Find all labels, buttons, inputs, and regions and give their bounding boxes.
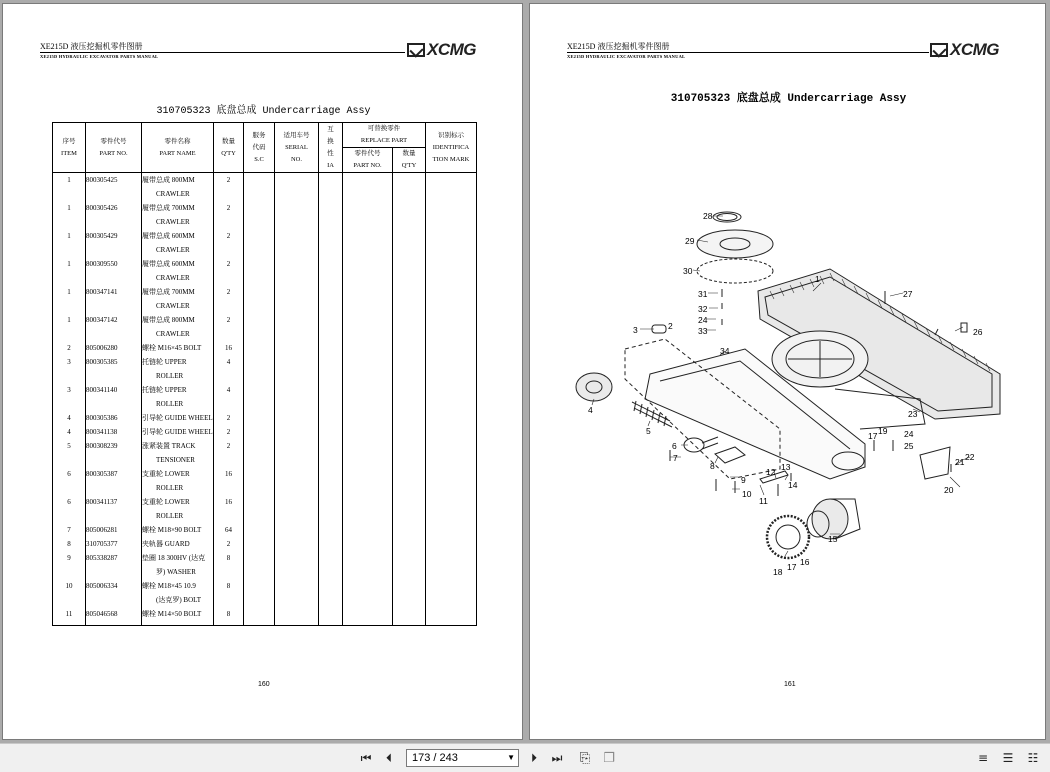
callout-20: 20 <box>944 485 954 495</box>
callout-12: 12 <box>766 467 776 477</box>
table-row <box>53 285 477 313</box>
cell-part-name: 履带总成 600MM CRAWLER <box>142 257 214 285</box>
col-qty: 数量 Q'TY <box>214 123 244 173</box>
cell-serial-no <box>275 341 319 355</box>
cell-interchangeability <box>319 537 343 551</box>
cell-interchangeability <box>319 201 343 229</box>
callout-1: 1 <box>815 274 820 284</box>
cell-part-name: 涨紧装置 TRACK TENSIONER <box>142 439 214 467</box>
cell-part-name: 螺栓 M18×90 BOLT <box>142 523 214 537</box>
callout-28: 28 <box>703 211 713 221</box>
callout-7: 7 <box>673 453 678 463</box>
cell-replace-part-no <box>343 467 393 495</box>
cell-replace-part-no <box>343 537 393 551</box>
undercarriage-exploded-diagram <box>530 199 1047 589</box>
cell-serial-no <box>275 201 319 229</box>
callout-2: 2 <box>668 321 673 331</box>
cell-identification-mark <box>426 537 477 551</box>
two-page-icon[interactable]: ❐ <box>603 750 615 766</box>
cell-part-name: 履带总成 600MM CRAWLER <box>142 229 214 257</box>
cell-replace-part-no <box>343 201 393 229</box>
cell-part-no: 800305425 <box>86 173 142 202</box>
table-row <box>53 341 477 355</box>
cell-part-name: 履带总成 800MM CRAWLER <box>142 173 214 202</box>
cell-item: 5 <box>53 439 86 467</box>
cell-serial-no <box>275 579 319 607</box>
table-row <box>53 467 477 495</box>
last-page-icon[interactable]: ⏭ <box>551 750 563 765</box>
cell-item: 3 <box>53 383 86 411</box>
table-row <box>53 411 477 425</box>
header-rule <box>40 52 405 53</box>
cell-item: 8 <box>53 537 86 551</box>
callout-15: 15 <box>828 534 838 544</box>
cell-item: 4 <box>53 425 86 439</box>
cell-replace-part-no <box>343 229 393 257</box>
first-page-icon[interactable]: ⏮ <box>360 750 372 765</box>
cell-item: 7 <box>53 523 86 537</box>
cell-part-name: 支重轮 LOWER ROLLER <box>142 495 214 523</box>
cell-part-no: 800347142 <box>86 313 142 341</box>
table-row <box>53 313 477 341</box>
cell-serial-no <box>275 607 319 626</box>
cell-interchangeability <box>319 173 343 202</box>
cell-qty: 2 <box>214 537 244 551</box>
chevron-down-icon: ▼ <box>507 753 515 762</box>
callout-22: 22 <box>965 452 975 462</box>
cell-item: 10 <box>53 579 86 607</box>
table-row <box>53 537 477 551</box>
cell-part-no: 800341138 <box>86 425 142 439</box>
cell-serial-no <box>275 411 319 425</box>
cell-item: 9 <box>53 551 86 579</box>
callout-19: 19 <box>878 426 888 436</box>
fit-page-icon[interactable]: ⎘ <box>579 750 591 766</box>
cell-part-no: 800309550 <box>86 257 142 285</box>
continuous-view-icon[interactable]: ☰ <box>1002 751 1014 765</box>
callout-32: 32 <box>698 304 708 314</box>
cell-service-code <box>244 467 275 495</box>
cell-qty: 16 <box>214 467 244 495</box>
table-row <box>53 355 477 383</box>
next-page-icon[interactable]: ⏵ <box>530 750 537 765</box>
col-service-code: 服务 代码 S.C <box>244 123 275 173</box>
cell-qty: 2 <box>214 229 244 257</box>
cell-part-name: 螺栓 M16×45 BOLT <box>142 341 214 355</box>
cell-part-no: 805046568 <box>86 607 142 626</box>
col-replace-part: 可替换零件 REPLACE PART <box>343 123 426 148</box>
cell-identification-mark <box>426 467 477 495</box>
cell-interchangeability <box>319 383 343 411</box>
callout-9: 9 <box>741 475 746 485</box>
callout-25: 25 <box>904 441 914 451</box>
cell-identification-mark <box>426 425 477 439</box>
cell-part-name: 夹轨器 GUARD <box>142 537 214 551</box>
col-part-name: 零件名称 PART NAME <box>142 123 214 173</box>
cell-replace-part-no <box>343 495 393 523</box>
left-page <box>2 3 523 740</box>
cell-qty: 4 <box>214 355 244 383</box>
cell-qty: 2 <box>214 425 244 439</box>
cell-replace-part-no <box>343 425 393 439</box>
cell-replace-qty <box>393 551 426 579</box>
cell-serial-no <box>275 495 319 523</box>
cell-part-no: 800347141 <box>86 285 142 313</box>
cell-replace-qty <box>393 313 426 341</box>
cell-item: 1 <box>53 173 86 202</box>
cell-service-code <box>244 341 275 355</box>
cell-part-no: 800341137 <box>86 495 142 523</box>
table-row <box>53 579 477 607</box>
cell-item: 2 <box>53 341 86 355</box>
cell-service-code <box>244 439 275 467</box>
cell-replace-part-no <box>343 285 393 313</box>
cell-qty: 16 <box>214 341 244 355</box>
callout-21: 21 <box>955 457 965 467</box>
cell-replace-qty <box>393 411 426 425</box>
cell-replace-part-no <box>343 313 393 341</box>
cell-part-no: 805006281 <box>86 523 142 537</box>
cell-qty: 2 <box>214 439 244 467</box>
cell-item: 1 <box>53 201 86 229</box>
cell-identification-mark <box>426 313 477 341</box>
callout-4: 4 <box>588 405 593 415</box>
cell-qty: 8 <box>214 551 244 579</box>
cell-identification-mark <box>426 355 477 383</box>
cell-replace-part-no <box>343 383 393 411</box>
cell-part-name: 螺栓 M18×45 10.9 (达克罗) BOLT <box>142 579 214 607</box>
cell-serial-no <box>275 537 319 551</box>
table-row <box>53 551 477 579</box>
cell-part-no: 800305429 <box>86 229 142 257</box>
col-interchangeability: 互 换 性 IA <box>319 123 343 173</box>
cell-interchangeability <box>319 257 343 285</box>
cell-replace-part-no <box>343 551 393 579</box>
cell-service-code <box>244 383 275 411</box>
callout-26: 26 <box>973 327 983 337</box>
table-row <box>53 201 477 229</box>
xcmg-logo-mark-icon <box>407 43 425 57</box>
cell-part-no: 805006334 <box>86 579 142 607</box>
cell-interchangeability <box>319 411 343 425</box>
cell-serial-no <box>275 173 319 202</box>
callout-6: 6 <box>672 441 677 451</box>
previous-page-icon[interactable]: ⏴ <box>385 750 392 765</box>
single-page-view-icon[interactable]: ≡ <box>977 751 989 765</box>
cell-part-no: 800305386 <box>86 411 142 425</box>
cell-serial-no <box>275 523 319 537</box>
cell-serial-no <box>275 425 319 439</box>
cell-replace-qty <box>393 355 426 383</box>
cell-interchangeability <box>319 285 343 313</box>
cell-part-name: 履带总成 700MM CRAWLER <box>142 285 214 313</box>
cell-interchangeability <box>319 607 343 626</box>
col-replace-qty: 数量 Q'TY <box>393 148 426 173</box>
cell-part-name: 垫圈 18 300HV (达克 罗) WASHER <box>142 551 214 579</box>
parts-table-body <box>53 173 477 626</box>
cell-replace-qty <box>393 425 426 439</box>
col-item: 序号 ITEM <box>53 123 86 173</box>
cell-identification-mark <box>426 607 477 626</box>
cell-interchangeability <box>319 495 343 523</box>
cell-item: 1 <box>53 229 86 257</box>
cell-interchangeability <box>319 551 343 579</box>
cell-part-no: 800305387 <box>86 467 142 495</box>
diagram-title: 310705323 底盘总成 Undercarriage Assy <box>670 93 907 105</box>
cell-service-code <box>244 285 275 313</box>
cell-service-code <box>244 229 275 257</box>
cell-replace-qty <box>393 341 426 355</box>
header-title-en: XE215D HYDRAULIC EXCAVATOR PARTS MANUAL <box>40 54 159 59</box>
cell-service-code <box>244 537 275 551</box>
cell-qty: 2 <box>214 411 244 425</box>
cell-service-code <box>244 607 275 626</box>
page-number-select[interactable] <box>406 749 519 767</box>
cell-service-code <box>244 551 275 579</box>
cell-part-name: 托链轮 UPPER ROLLER <box>142 383 214 411</box>
cell-part-name: 履带总成 800MM CRAWLER <box>142 313 214 341</box>
cell-qty: 2 <box>214 257 244 285</box>
cell-serial-no <box>275 257 319 285</box>
header-title-cn: XE215D 液压挖掘机零件图册 <box>567 42 670 51</box>
cell-interchangeability <box>319 579 343 607</box>
cell-serial-no <box>275 467 319 495</box>
cell-identification-mark <box>426 551 477 579</box>
cell-identification-mark <box>426 341 477 355</box>
cell-item: 11 <box>53 607 86 626</box>
cell-replace-qty <box>393 383 426 411</box>
cell-qty: 16 <box>214 495 244 523</box>
header-title-cn: XE215D 液压挖掘机零件图册 <box>40 42 143 51</box>
cell-identification-mark <box>426 411 477 425</box>
cell-part-name: 引导轮 GUIDE WHEEL <box>142 425 214 439</box>
callout-10: 10 <box>742 489 752 499</box>
cell-part-name: 履带总成 700MM CRAWLER <box>142 201 214 229</box>
cell-part-no: 800308239 <box>86 439 142 467</box>
header-rule <box>567 52 929 53</box>
cell-interchangeability <box>319 467 343 495</box>
cell-replace-part-no <box>343 439 393 467</box>
cell-serial-no <box>275 551 319 579</box>
cell-replace-part-no <box>343 411 393 425</box>
cell-service-code <box>244 313 275 341</box>
table-row <box>53 607 477 626</box>
cell-identification-mark <box>426 285 477 313</box>
callout-11: 11 <box>759 496 768 506</box>
cell-service-code <box>244 201 275 229</box>
cell-replace-part-no <box>343 341 393 355</box>
table-row <box>53 257 477 285</box>
cell-service-code <box>244 411 275 425</box>
facing-view-icon[interactable]: ☷ <box>1027 751 1039 765</box>
callout-29: 29 <box>685 236 695 246</box>
cell-identification-mark <box>426 229 477 257</box>
cell-replace-qty <box>393 201 426 229</box>
cell-part-no: 805338287 <box>86 551 142 579</box>
cell-qty: 2 <box>214 173 244 202</box>
cell-replace-qty <box>393 257 426 285</box>
cell-item: 3 <box>53 355 86 383</box>
cell-item: 1 <box>53 285 86 313</box>
cell-part-no: 805006280 <box>86 341 142 355</box>
callout-31: 31 <box>698 289 708 299</box>
page-number: 161 <box>784 681 796 688</box>
cell-replace-part-no <box>343 607 393 626</box>
cell-item: 4 <box>53 411 86 425</box>
cell-part-no: 800305385 <box>86 355 142 383</box>
callout-23: 23 <box>908 409 918 419</box>
callout-16: 16 <box>800 557 810 567</box>
cell-identification-mark <box>426 439 477 467</box>
cell-identification-mark <box>426 173 477 202</box>
col-replace-part-no: 零件代号 PART NO. <box>343 148 393 173</box>
cell-replace-part-no <box>343 523 393 537</box>
callout-33: 33 <box>698 326 708 336</box>
cell-part-no: 800341140 <box>86 383 142 411</box>
viewer-toolbar <box>0 743 1050 772</box>
cell-interchangeability <box>319 523 343 537</box>
callout-13: 13 <box>781 462 791 472</box>
cell-replace-qty <box>393 537 426 551</box>
swing-cover-shape <box>697 230 773 258</box>
cell-replace-qty <box>393 229 426 257</box>
cell-part-name: 托链轮 UPPER ROLLER <box>142 355 214 383</box>
cell-interchangeability <box>319 341 343 355</box>
col-serial-no: 适用车号 SERIAL NO. <box>275 123 319 173</box>
cell-item: 6 <box>53 495 86 523</box>
table-row <box>53 229 477 257</box>
table-row <box>53 439 477 467</box>
cell-service-code <box>244 173 275 202</box>
cell-part-name: 螺栓 M14×50 BOLT <box>142 607 214 626</box>
travel-motor-shape <box>812 499 848 539</box>
cell-qty: 2 <box>214 285 244 313</box>
cell-part-name: 引导轮 GUIDE WHEEL <box>142 411 214 425</box>
callout-3: 3 <box>633 325 638 335</box>
page-indicator: 173 / 243 <box>412 752 458 764</box>
header-title-en: XE215D HYDRAULIC EXCAVATOR PARTS MANUAL <box>567 54 686 59</box>
callout-17b: 17 <box>787 562 797 572</box>
cell-part-no: 310705377 <box>86 537 142 551</box>
cell-replace-part-no <box>343 355 393 383</box>
cell-replace-part-no <box>343 579 393 607</box>
cell-serial-no <box>275 285 319 313</box>
cell-part-name: 支重轮 LOWER ROLLER <box>142 467 214 495</box>
cell-service-code <box>244 523 275 537</box>
cell-identification-mark <box>426 257 477 285</box>
callout-27: 27 <box>903 289 913 299</box>
cell-service-code <box>244 355 275 383</box>
cell-qty: 64 <box>214 523 244 537</box>
callout-5: 5 <box>646 426 651 436</box>
cell-replace-qty <box>393 285 426 313</box>
cell-item: 1 <box>53 313 86 341</box>
cell-replace-qty <box>393 467 426 495</box>
table-row <box>53 495 477 523</box>
cell-qty: 4 <box>214 383 244 411</box>
cell-interchangeability <box>319 229 343 257</box>
callout-18: 18 <box>773 567 783 577</box>
cell-serial-no <box>275 439 319 467</box>
table-row <box>53 383 477 411</box>
cell-item: 6 <box>53 467 86 495</box>
cell-interchangeability <box>319 355 343 383</box>
cell-qty: 2 <box>214 201 244 229</box>
cell-qty: 2 <box>214 313 244 341</box>
cell-part-no: 800305426 <box>86 201 142 229</box>
page-number: 160 <box>258 681 270 688</box>
cell-service-code <box>244 257 275 285</box>
cell-identification-mark <box>426 201 477 229</box>
cell-identification-mark <box>426 579 477 607</box>
cell-serial-no <box>275 229 319 257</box>
callout-24a: 24 <box>698 315 708 325</box>
xcmg-logo: XCMG <box>930 42 999 58</box>
cell-interchangeability <box>319 313 343 341</box>
xcmg-logo: XCMG <box>407 42 476 58</box>
cell-identification-mark <box>426 383 477 411</box>
parts-table <box>52 122 477 626</box>
cell-interchangeability <box>319 439 343 467</box>
cell-qty: 8 <box>214 579 244 607</box>
callout-34: 34 <box>720 346 730 356</box>
cell-replace-qty <box>393 579 426 607</box>
xcmg-logo-mark-icon <box>930 43 948 57</box>
cell-serial-no <box>275 313 319 341</box>
callout-17a: 17 <box>868 431 878 441</box>
cell-service-code <box>244 495 275 523</box>
cell-service-code <box>244 425 275 439</box>
cell-identification-mark <box>426 523 477 537</box>
cell-identification-mark <box>426 495 477 523</box>
cell-serial-no <box>275 355 319 383</box>
col-identification-mark: 识别标示 IDENTIFICA TION MARK <box>426 123 477 173</box>
cell-qty: 8 <box>214 607 244 626</box>
cell-item: 1 <box>53 257 86 285</box>
table-row <box>53 425 477 439</box>
cell-serial-no <box>275 383 319 411</box>
callout-30: 30 <box>683 266 693 276</box>
table-row <box>53 523 477 537</box>
callout-24b: 24 <box>904 429 914 439</box>
parts-table-header <box>53 123 477 173</box>
callout-14: 14 <box>788 480 798 490</box>
cell-replace-qty <box>393 495 426 523</box>
cell-replace-qty <box>393 523 426 537</box>
cell-replace-part-no <box>343 257 393 285</box>
idler-wheel-shape <box>576 373 612 401</box>
callout-8: 8 <box>710 461 715 471</box>
sprocket-shape <box>767 516 809 558</box>
col-part-no: 零件代号 PART NO. <box>86 123 142 173</box>
cell-replace-qty <box>393 173 426 202</box>
cell-service-code <box>244 579 275 607</box>
cell-replace-part-no <box>343 173 393 202</box>
table-row <box>53 173 477 202</box>
cell-replace-qty <box>393 439 426 467</box>
page-title: 310705323 底盘总成 Undercarriage Assy <box>156 106 371 117</box>
right-page <box>529 3 1046 740</box>
cell-replace-qty <box>393 607 426 626</box>
cell-interchangeability <box>319 425 343 439</box>
